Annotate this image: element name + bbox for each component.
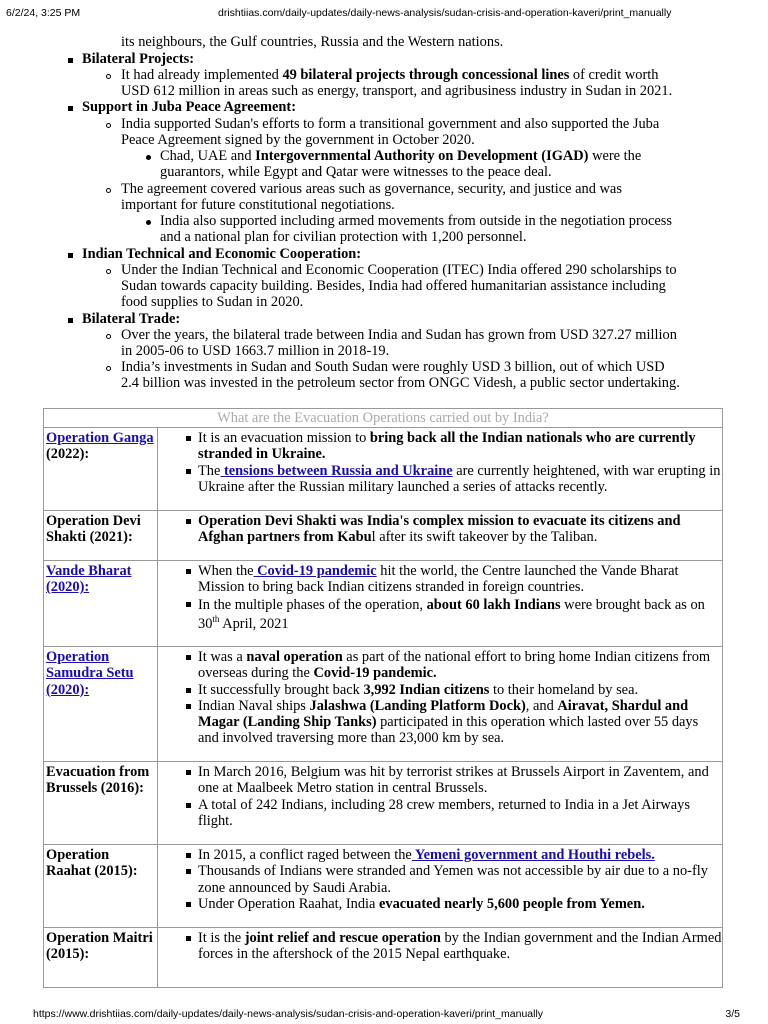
list-item: Over the years, the bilateral trade between India and Sudan has grown from USD 327.27 million: [121, 327, 677, 343]
sub-list-item: Chad, UAE and Intergovernmental Authority on Development (IGAD) were the: [160, 148, 642, 164]
table-row: [44, 845, 723, 928]
list-item: Thousands of Indians were stranded and Yemen was not accessible by air due to a no-fly zone announced by Saudi Arabia.: [198, 863, 722, 896]
list-item: Under Operation Raahat, India evacuated nearly 5,600 people from Yemen.: [198, 896, 722, 912]
print-header: [0, 0, 768, 20]
sub-list-item-continued: and a national plan for civilian protection with 1,200 personnel.: [160, 229, 527, 245]
circle-bullet-icon: [106, 123, 111, 128]
list-item-continued: Sudan towards capacity building. Besides, India had offered humanitarian assistance including: [121, 278, 666, 294]
square-bullet-icon: [68, 58, 73, 63]
list-item: In 2015, a conflict raged between the Yemeni government and Houthi rebels.: [198, 847, 722, 863]
list-item: It was a naval operation as part of the national effort to bring home Indian citizens from overseas during the Covid-19 pandemic.: [198, 649, 722, 682]
russia-ukraine-tensions-link[interactable]: tensions between Russia and Ukraine: [220, 462, 453, 479]
print-footer: [0, 1002, 768, 1024]
print-datetime: 6/2/24, 3:25 PM: [6, 7, 81, 19]
list-item: In March 2016, Belgium was hit by terrorist strikes at Brussels Airport in Zaventem, and one at Maalbeek Metro station in central Brussels.: [198, 764, 722, 797]
operation-name-cell: [44, 561, 158, 647]
evacuation-operations-table: [43, 408, 723, 988]
list-item: Indian Naval ships Jalashwa (Landing Platform Dock), and Airavat, Shardul and Magar (Landing Ship Tanks) participated in this operation which lasted over 55 days and involved traversing more than 23,000 km by sea.: [198, 698, 722, 747]
list-item: It had already implemented 49 bilateral projects through concessional lines of credit worth: [121, 67, 659, 83]
paragraph-line: its neighbours, the Gulf countries, Russia and the Western nations.: [121, 34, 504, 50]
circle-bullet-icon: [106, 366, 111, 371]
operation-name-cell: [44, 647, 158, 762]
circle-bullet-icon: [106, 334, 111, 339]
covid-19-pandemic-link[interactable]: Covid-19 pandemic: [253, 563, 377, 579]
square-bullet-icon: [68, 106, 73, 111]
operation-name-cell: Operation Devi Shakti (2021):: [44, 511, 158, 561]
disc-bullet-icon: [146, 155, 151, 160]
list-item: The tensions between Russia and Ukraine are currently heightened, with war erupting in Ukraine after the Russian military launched a series of attacks recently.: [198, 462, 721, 495]
operation-name-cell: Operation Ganga (2022):: [44, 428, 158, 511]
operation-description-cell: [158, 647, 723, 762]
vande-bharat-link[interactable]: Vande Bharat (2020):: [46, 563, 132, 596]
list-item-continued: Peace Agreement signed by the government in October 2020.: [121, 132, 475, 148]
operation-name-cell: Operation Maitri (2015):: [44, 928, 158, 988]
sub-list-item: India also supported including armed movements from outside in the negotiation process: [160, 213, 672, 229]
section-heading-trade: Bilateral Trade:: [82, 311, 181, 327]
list-item-continued: USD 612 million in areas such as energy, transport, and agribusiness industry in Sudan in 2021.: [121, 83, 673, 99]
footer-url: https://www.drishtiias.com/daily-updates/daily-news-analysis/sudan-crisis-and-operation-kaveri/print_manually: [33, 1008, 544, 1020]
table-row: [44, 928, 723, 988]
operation-description-cell: [158, 845, 723, 928]
list-item: It is the joint relief and rescue operation by the Indian government and the Indian Armed forces in the aftershock of the 2015 Nepal earthquake.: [198, 930, 722, 963]
table-row: [44, 511, 723, 561]
operation-description-cell: [158, 511, 723, 561]
list-item-continued: 2.4 billion was invested in the petroleum sector from ONGC Videsh, a public sector undertaking.: [121, 375, 680, 391]
table-row: [44, 561, 723, 647]
operation-name-cell: Evacuation from Brussels (2016):: [44, 762, 158, 845]
list-item: A total of 242 Indians, including 28 crew members, returned to India in a Jet Airways flight.: [198, 797, 722, 830]
disc-bullet-icon: [146, 220, 151, 225]
list-item: The agreement covered various areas such as governance, security, and justice and was: [121, 181, 622, 197]
list-item: Under the Indian Technical and Economic Cooperation (ITEC) India offered 290 scholarships to: [121, 262, 677, 278]
list-item: When the Covid-19 pandemic hit the world, the Centre launched the Vande Bharat Mission to bring back Indian citizens stranded in foreign countries.: [198, 563, 722, 596]
table-row: [44, 762, 723, 845]
circle-bullet-icon: [106, 74, 111, 79]
list-item-continued: food supplies to Sudan in 2020.: [121, 294, 304, 310]
print-url: drishtiias.com/daily-updates/daily-news-analysis/sudan-crisis-and-operation-kaveri/print_manually: [218, 7, 672, 19]
list-item-continued: in 2005-06 to USD 1663.7 million in 2018-19.: [121, 343, 390, 359]
square-bullet-icon: [68, 253, 73, 258]
section-heading-bilateral-projects: Bilateral Projects:: [82, 51, 195, 67]
list-item: Operation Devi Shakti was India's complex mission to evacuate its citizens and Afghan partners from Kabul after its swift takeover by the Taliban.: [198, 513, 722, 546]
table-row: [44, 428, 723, 511]
table-caption: What are the Evacuation Operations carried out by India?: [44, 409, 723, 428]
square-bullet-icon: [68, 318, 73, 323]
circle-bullet-icon: [106, 269, 111, 274]
page-number: 3/5: [725, 1008, 740, 1020]
samudra-setu-link[interactable]: Operation Samudra Setu (2020):: [46, 649, 134, 698]
list-item-continued: important for future constitutional negotiations.: [121, 197, 395, 213]
table-row: [44, 647, 723, 762]
list-item: It successfully brought back 3,992 Indian citizens to their homeland by sea.: [198, 682, 722, 698]
operation-name-cell: Operation Raahat (2015):: [44, 845, 158, 928]
operation-description-cell: [158, 928, 723, 988]
section-heading-juba: Support in Juba Peace Agreement:: [82, 99, 296, 115]
section-heading-itec: Indian Technical and Economic Cooperation:: [82, 246, 362, 262]
operation-description-cell: [158, 762, 723, 845]
operation-ganga-link[interactable]: Operation Ganga: [46, 430, 154, 446]
list-item: It is an evacuation mission to bring back all the Indian nationals who are currently stranded in Ukraine.: [198, 430, 722, 463]
list-item: India’s investments in Sudan and South Sudan were roughly USD 3 billion, out of which USD: [121, 359, 665, 375]
sub-list-item-continued: guarantors, while Egypt and Qatar were witnesses to the peace deal.: [160, 164, 552, 180]
list-item: India supported Sudan's efforts to form a transitional government and also supported the Juba: [121, 116, 660, 132]
operation-description-cell: [158, 561, 723, 647]
yemen-houthi-link[interactable]: Yemeni government and Houthi rebels.: [411, 847, 655, 863]
operation-description-cell: [158, 428, 723, 511]
circle-bullet-icon: [106, 188, 111, 193]
list-item: In the multiple phases of the operation, about 60 lakh Indians were brought back as on 30th April, 2021: [198, 596, 722, 634]
